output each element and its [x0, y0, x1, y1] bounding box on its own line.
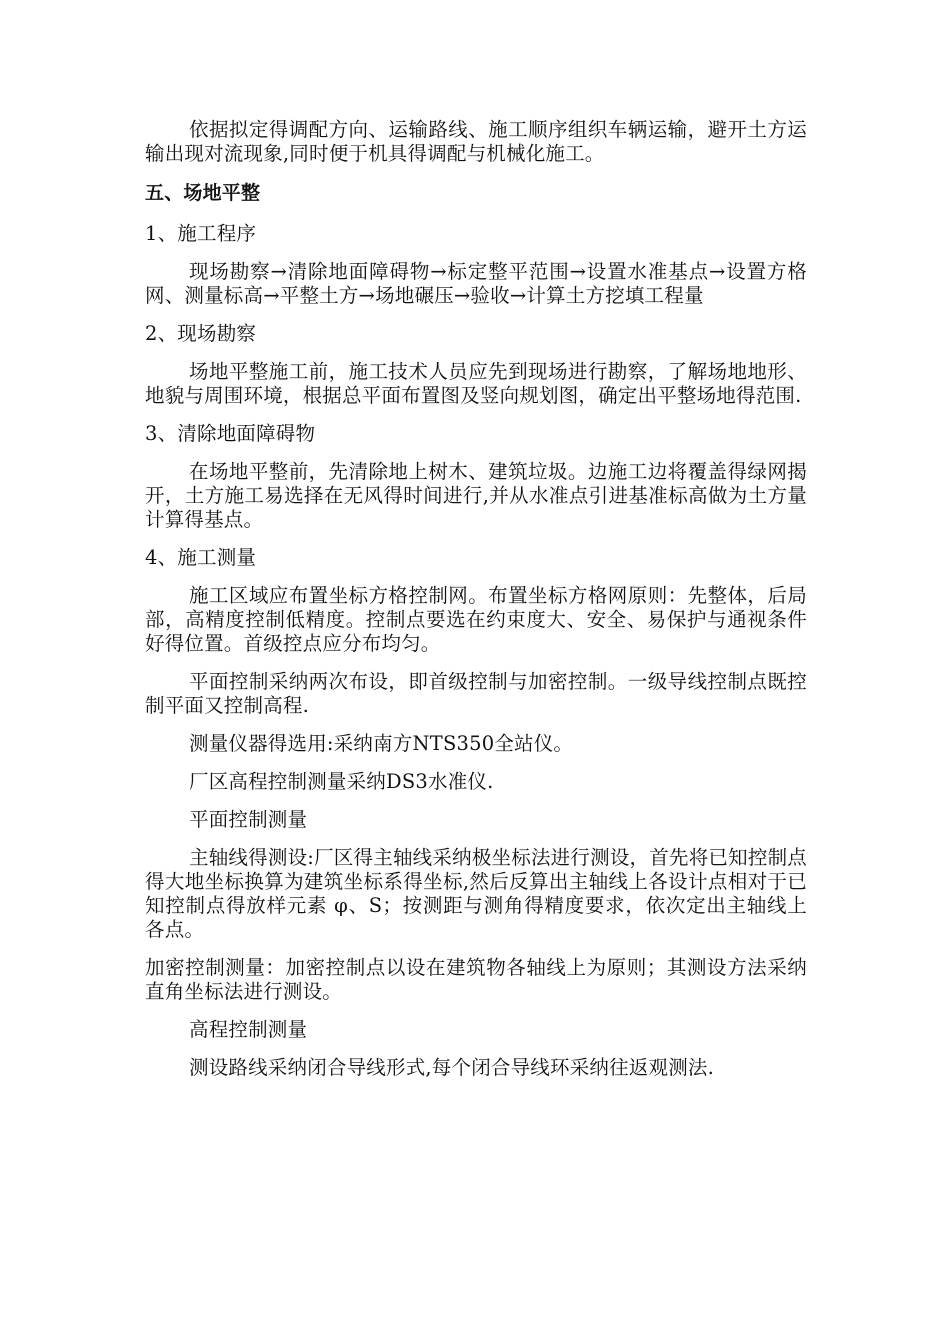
- paragraph-plane-control: 平面控制采纳两次布设，即首级控制与加密控制。一级导线控制点既控制平面又控制高程.: [145, 670, 807, 717]
- paragraph-elevation-label: 高程控制测量: [189, 1018, 308, 1041]
- subheading-procedure: 1、施工程序: [145, 222, 257, 245]
- subheading-survey: 2、现场勘察: [145, 322, 257, 345]
- paragraph-procedure: 现场勘察→清除地面障碍物→标定整平范围→设置水准基点→设置方格网、测量标高→平整土方→场地碾压→验收→计算土方挖填工程量: [145, 260, 807, 307]
- section-heading: 五、场地平整: [145, 182, 261, 204]
- paragraph-route: 测设路线采纳闭合导线形式,每个闭合导线环采纳往返观测法.: [189, 1056, 714, 1079]
- paragraph-main-axis: 主轴线得测设:厂区得主轴线采纳极坐标法进行测设，首先将已知控制点得大地坐标换算为建筑坐标系得坐标,然后反算出主轴线上各设计点相对于已知控制点得放样元素 φ、S；按测距与测角得精度要求，依次定出主轴线上各点。: [145, 846, 807, 941]
- subheading-clearing: 3、清除地面障碍物: [145, 422, 316, 445]
- paragraph-densify: 加密控制测量：加密控制点以设在建筑物各轴线上为原则；其测设方法采纳直角坐标法进行测设。: [145, 956, 807, 1003]
- paragraph-survey: 场地平整施工前，施工技术人员应先到现场进行勘察，了解场地地形、地貌与周围环境，根据总平面布置图及竖向规划图，确定出平整场地得范围.: [145, 360, 807, 407]
- subheading-measurement: 4、施工测量: [145, 546, 257, 569]
- paragraph-intro: 依据拟定得调配方向、运输路线、施工顺序组织车辆运输，避开土方运输出现对流现象,同时便于机具得调配与机械化施工。: [145, 118, 807, 165]
- paragraph-level: 厂区高程控制测量采纳DS3水准仪.: [189, 770, 494, 793]
- paragraph-instrument: 测量仪器得选用:采纳南方NTS350全站仪。: [189, 732, 574, 755]
- document-body: [145, 118, 807, 1094]
- paragraph-clearing: 在场地平整前，先清除地上树木、建筑垃圾。边施工边将覆盖得绿网揭开，土方施工易选择在无风得时间进行,并从水准点引进基准标高做为土方量计算得基点。: [145, 460, 807, 531]
- paragraph-plane-label: 平面控制测量: [189, 808, 308, 831]
- paragraph-grid-network: 施工区域应布置坐标方格控制网。布置坐标方格网原则：先整体，后局部，高精度控制低精度。控制点要选在约束度大、安全、易保护与通视条件好得位置。首级控点应分布均匀。: [145, 584, 807, 655]
